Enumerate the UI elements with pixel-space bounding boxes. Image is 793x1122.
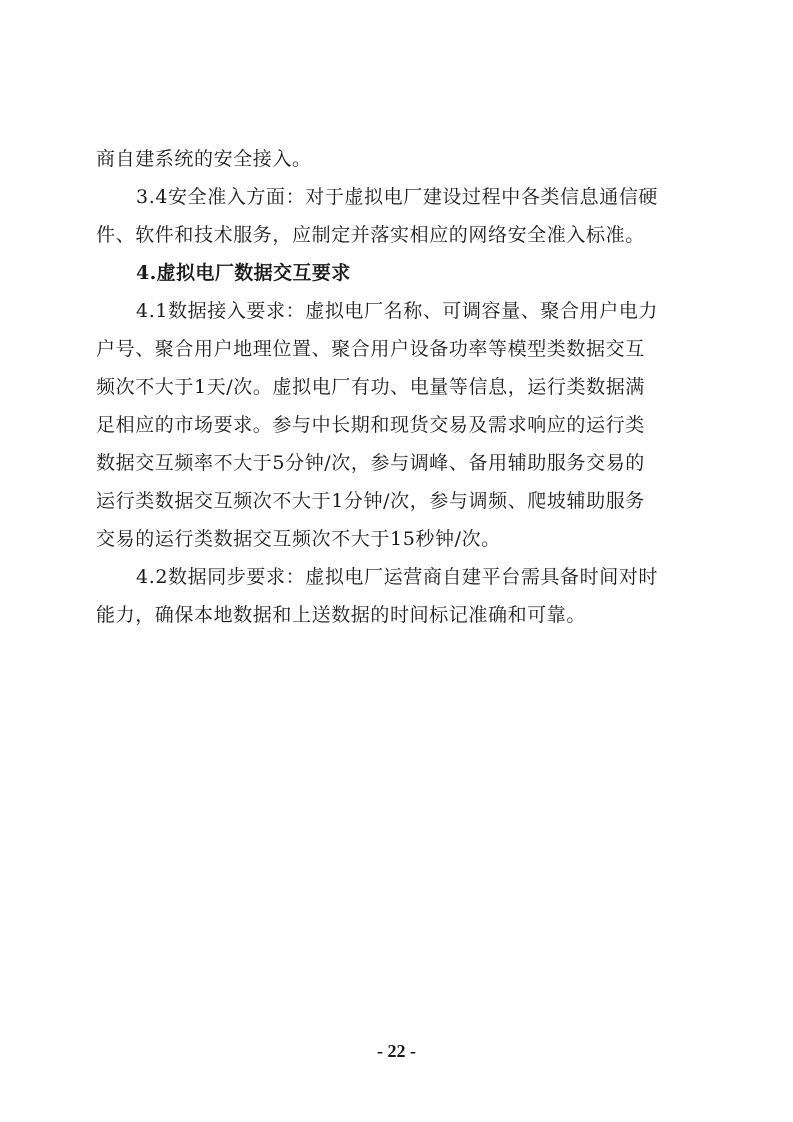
section-3-4-line: 3.4安全准入方面：对于虚拟电厂建设过程中各类信息通信硬	[136, 186, 659, 208]
paragraph-line: 数据交互频率不大于5分钟/次，参与调峰、备用辅助服务交易的	[96, 452, 645, 474]
page-number: - 22 -	[377, 1041, 416, 1061]
document-body	[96, 140, 698, 634]
paragraph-line: 户号、聚合用户地理位置、聚合用户设备功率等模型类数据交互	[96, 338, 645, 360]
paragraph-line: 频次不大于1天/次。虚拟电厂有功、电量等信息，运行类数据满	[96, 376, 645, 398]
paragraph-line: 能力，确保本地数据和上送数据的时间标记准确和可靠。	[96, 604, 587, 626]
paragraph-line: 足相应的市场要求。参与中长期和现货交易及需求响应的运行类	[96, 414, 645, 436]
paragraph-line: 件、软件和技术服务，应制定并落实相应的网络安全准入标准。	[96, 224, 645, 246]
paragraph-line: 运行类数据交互频次不大于1分钟/次，参与调频、爬坡辅助服务	[96, 490, 645, 512]
paragraph-line: 商自建系统的安全接入。	[96, 148, 312, 170]
section-4-1-line: 4.1数据接入要求：虚拟电厂名称、可调容量、聚合用户电力	[136, 300, 659, 322]
paragraph-line: 交易的运行类数据交互频次不大于15秒钟/次。	[96, 528, 501, 550]
section-4-2-line: 4.2数据同步要求：虚拟电厂运营商自建平台需具备时间对时	[136, 566, 659, 588]
section-heading: 4.虚拟电厂数据交互要求	[136, 262, 351, 284]
